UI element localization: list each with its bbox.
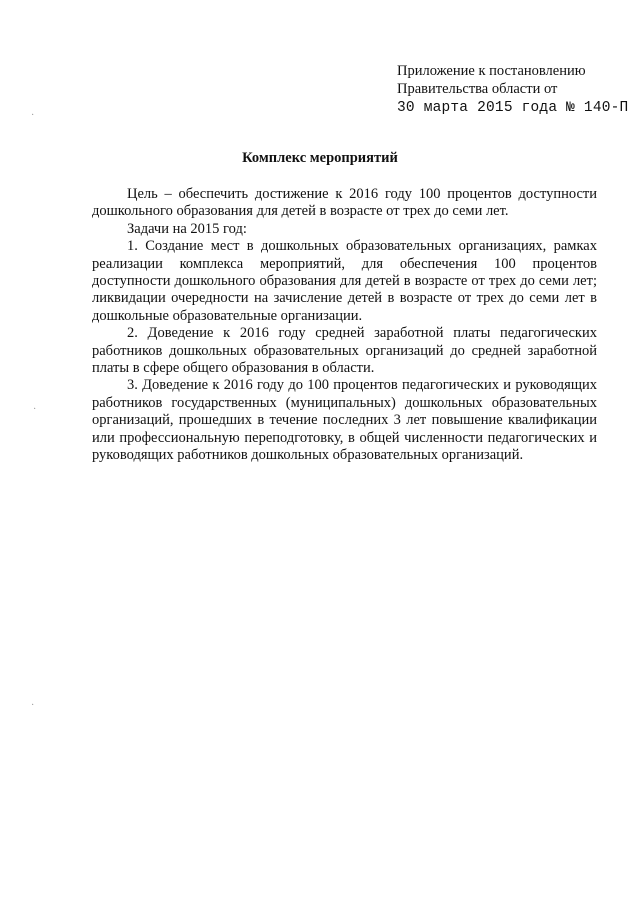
header-line-1: Приложение к постановлению <box>397 63 586 79</box>
header-date-number: 30 марта 2015 года № 140-П <box>397 100 629 116</box>
scan-speck: · <box>31 700 35 711</box>
document-title: Комплекс мероприятий <box>242 150 398 166</box>
task-1-paragraph: 1. Создание мест в дошкольных образовательных организациях, рамках реализации комплекса мероприятий, для обеспечения 100 процентов доступности дошкольного образования для детей в возрасте от трех до семи лет; ликвидации очередности на зачисление детей в возрасте от трех до семи лет в дошкольные образовательные организации. <box>92 238 597 324</box>
task-2-paragraph: 2. Доведение к 2016 году средней заработной платы педагогических работников дошкольных образовательных организаций до средней заработной платы в сфере общего образования в области. <box>92 325 597 377</box>
scan-speck: · <box>31 110 35 121</box>
goal-paragraph: Цель – обеспечить достижение к 2016 году 100 процентов доступности дошкольного образования для детей в возрасте от трех до семи лет. <box>92 186 597 220</box>
tasks-heading: Задачи на 2015 год: <box>127 220 247 237</box>
document-body <box>92 186 597 465</box>
attachment-header <box>397 62 627 117</box>
scan-speck: · <box>33 404 37 415</box>
header-line-2: Правительства области от <box>397 81 558 97</box>
task-3-paragraph: 3. Доведение к 2016 году до 100 процентов педагогических и руководящих работников государственных (муниципальных) дошкольных образовательных организаций, прошедших в течение последних 3 лет повышение квалификации или профессиональную переподготовку, в общей численности педагогических и руководящих работников дошкольных образовательных организаций. <box>92 377 597 464</box>
